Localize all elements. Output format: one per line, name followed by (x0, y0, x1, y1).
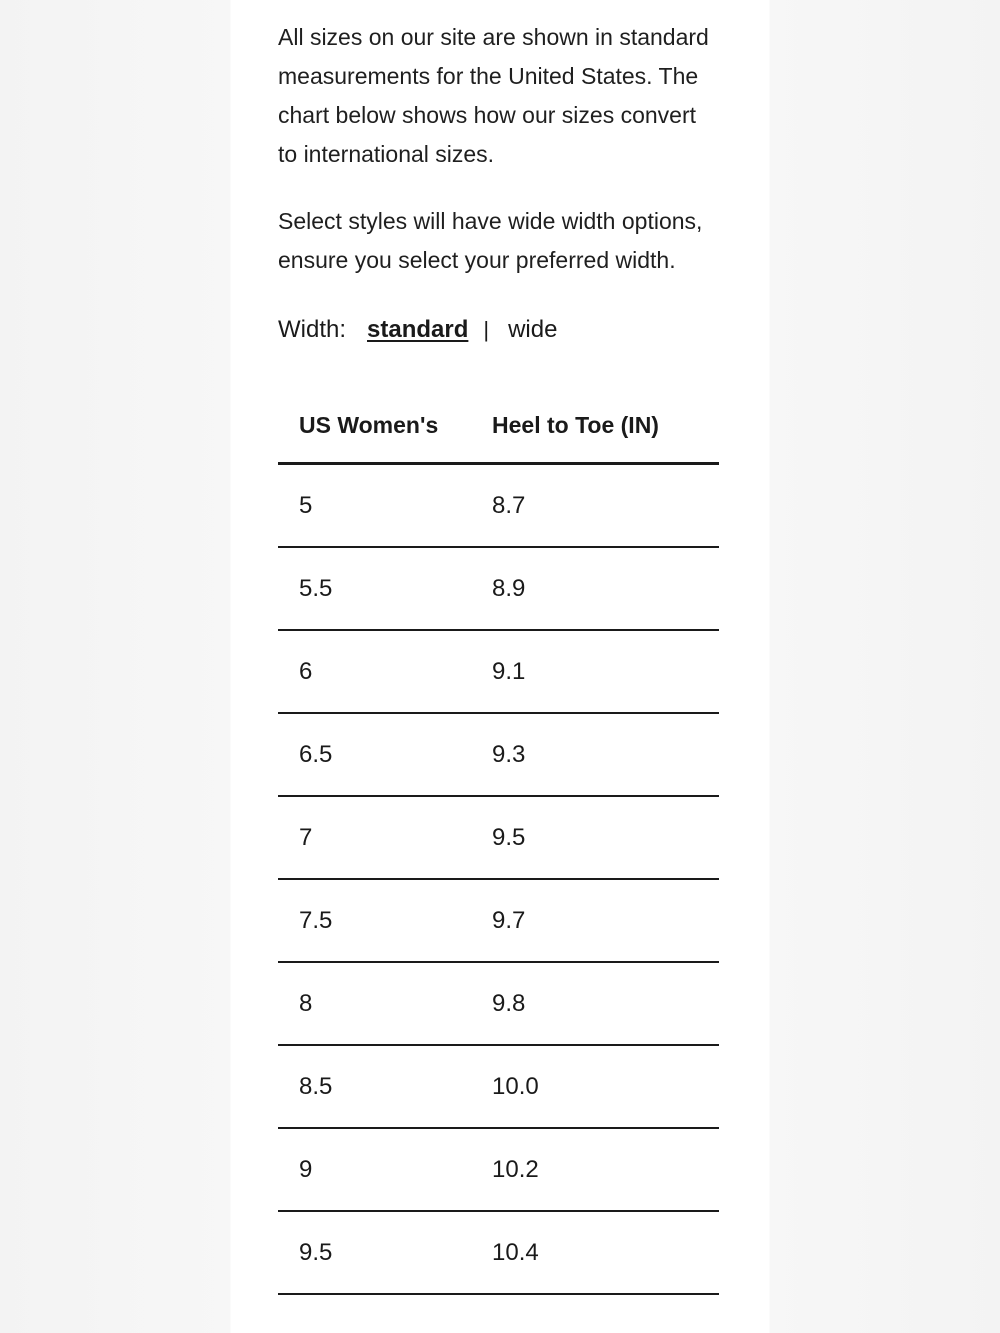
size-guide-content (278, 18, 719, 1295)
width-selector (278, 314, 719, 346)
table-row (278, 547, 719, 630)
table-row (278, 630, 719, 713)
us-size-cell: 7.5 (278, 879, 471, 962)
table-row (278, 796, 719, 879)
intro-paragraph: All sizes on our site are shown in standard measurements for the United States. The chart below shows how our sizes convert to international sizes. (278, 24, 709, 167)
heel-to-toe-cell: 10.2 (471, 1128, 719, 1211)
size-conversion-table (278, 388, 719, 1295)
heel-to-toe-cell: 9.3 (471, 713, 719, 796)
width-label: Width: (278, 316, 347, 343)
heel-to-toe-cell: 9.8 (471, 962, 719, 1045)
us-size-cell: 8.5 (278, 1045, 471, 1128)
heel-to-toe-cell: 10.0 (471, 1045, 719, 1128)
us-size-cell: 7 (278, 796, 471, 879)
table-row (278, 879, 719, 962)
us-size-cell: 5.5 (278, 547, 471, 630)
heel-to-toe-cell: 9.7 (471, 879, 719, 962)
table-row (278, 1128, 719, 1211)
table-row (278, 1045, 719, 1128)
table-row (278, 464, 719, 548)
column-header-heel-to-toe: Heel to Toe (IN) (471, 388, 719, 464)
heel-to-toe-cell: 10.4 (471, 1211, 719, 1294)
table-header-row (278, 388, 719, 464)
width-note-paragraph: Select styles will have wide width options, ensure you select your preferred width. (278, 208, 703, 273)
us-size-cell: 6 (278, 630, 471, 713)
width-option-wide[interactable]: wide (508, 316, 558, 343)
us-size-cell: 9 (278, 1128, 471, 1211)
heel-to-toe-cell: 8.7 (471, 464, 719, 548)
us-size-cell: 5 (278, 464, 471, 548)
table-row (278, 713, 719, 796)
us-size-cell: 6.5 (278, 713, 471, 796)
width-separator: | (483, 317, 490, 342)
heel-to-toe-cell: 9.5 (471, 796, 719, 879)
heel-to-toe-cell: 8.9 (471, 547, 719, 630)
table-row (278, 962, 719, 1045)
us-size-cell: 8 (278, 962, 471, 1045)
us-size-cell: 9.5 (278, 1211, 471, 1294)
column-header-us-womens: US Women's (278, 388, 471, 464)
width-option-standard[interactable]: standard (367, 316, 469, 343)
heel-to-toe-cell: 9.1 (471, 630, 719, 713)
table-row (278, 1211, 719, 1294)
